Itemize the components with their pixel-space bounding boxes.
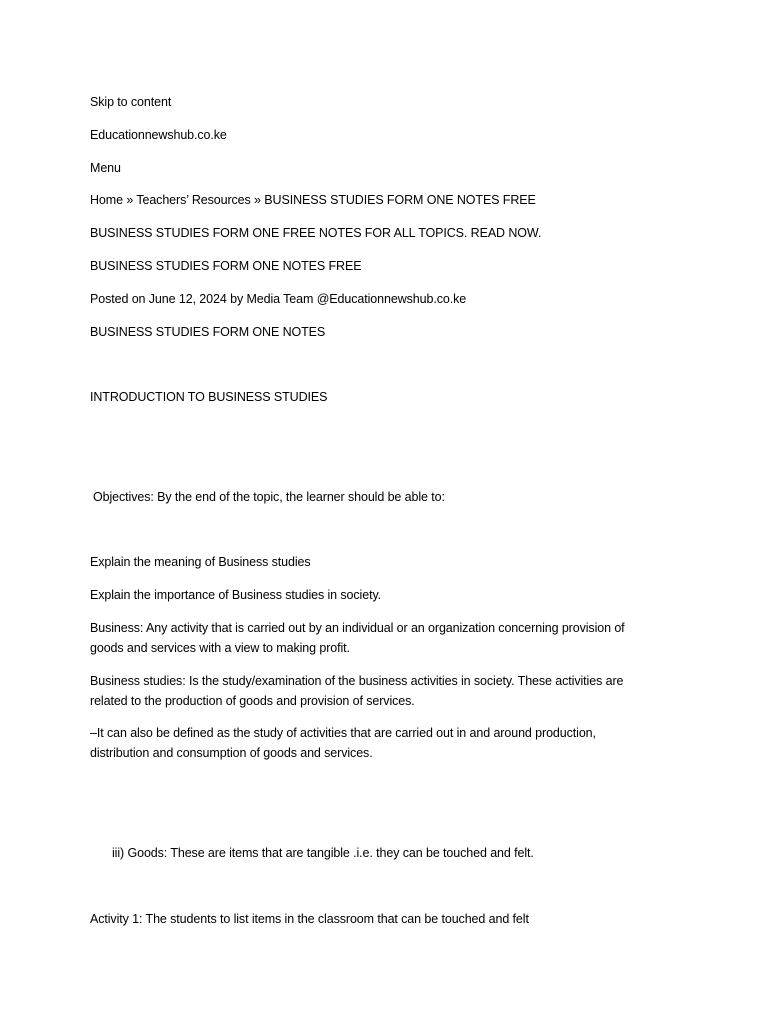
activity-text: Activity 1: The students to list items in the classroom that can be touched and felt xyxy=(90,912,529,926)
skip-to-content-link[interactable]: Skip to content xyxy=(90,95,172,109)
objective-item: Explain the meaning of Business studies xyxy=(90,555,311,569)
breadcrumb-separator: » xyxy=(122,193,137,207)
menu-button[interactable]: Menu xyxy=(90,161,121,175)
breadcrumb xyxy=(90,190,536,210)
article-headline: BUSINESS STUDIES FORM ONE FREE NOTES FOR ALL TOPICS. READ NOW. xyxy=(90,226,542,240)
objectives-text: Objectives: By the end of the topic, the learner should be able to: xyxy=(93,490,445,504)
topic-heading: INTRODUCTION TO BUSINESS STUDIES xyxy=(90,390,328,404)
post-date-link[interactable]: June 12, 2024 xyxy=(148,292,227,306)
definition-alternative: –It can also be defined as the study of activities that are carried out in and around production, distribution and consumption of goods and services. xyxy=(90,726,596,760)
post-meta xyxy=(90,289,466,309)
breadcrumb-separator: » xyxy=(250,193,265,207)
definition-goods: iii) Goods: These are items that are tangible .i.e. they can be touched and felt. xyxy=(112,846,534,860)
site-name-link[interactable]: Educationnewshub.co.ke xyxy=(90,128,227,142)
breadcrumb-section-link[interactable]: Teachers’ Resources xyxy=(136,193,251,207)
breadcrumb-current: BUSINESS STUDIES FORM ONE NOTES FREE xyxy=(264,193,536,207)
breadcrumb-home-link[interactable]: Home xyxy=(90,193,123,207)
by-label: by xyxy=(226,292,247,306)
posted-on-label: Posted on xyxy=(90,292,149,306)
notes-heading: BUSINESS STUDIES FORM ONE NOTES xyxy=(90,325,326,339)
author-link[interactable]: Media Team @Educationnewshub.co.ke xyxy=(246,292,467,306)
page-title: BUSINESS STUDIES FORM ONE NOTES FREE xyxy=(90,259,362,273)
objective-item: Explain the importance of Business studies in society. xyxy=(90,588,382,602)
definition-business: Business: Any activity that is carried out by an individual or an organization concerning provision of goods and services with a view to making profit. xyxy=(90,621,625,655)
definition-business-studies: Business studies: Is the study/examination of the business activities in society. These activities are related to the production of goods and provision of services. xyxy=(90,674,624,708)
